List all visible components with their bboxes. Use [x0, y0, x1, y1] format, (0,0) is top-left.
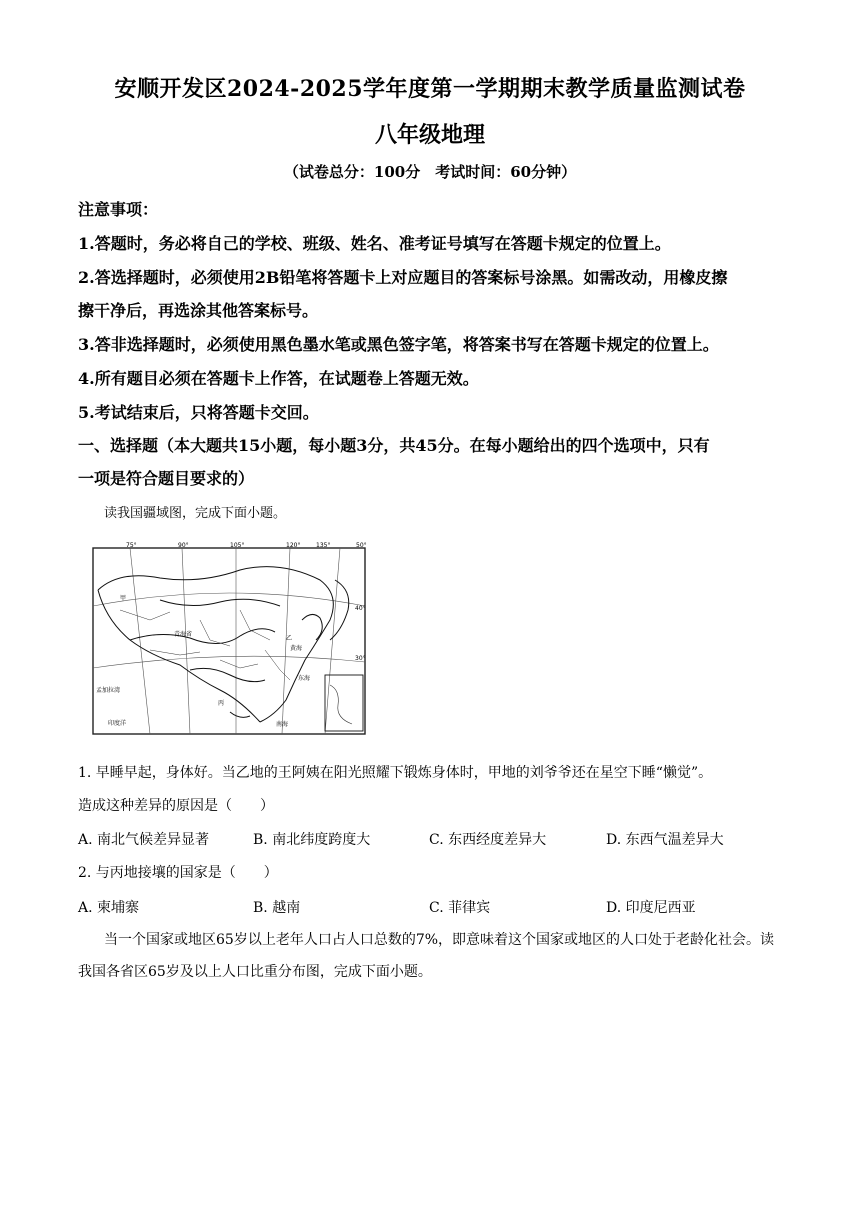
south-china-sea-inset [325, 675, 363, 731]
note-item: 2.答选择题时，必须使用2B铅笔将答题卡上对应题目的答案标号涂黑。如需改动，用橡皮擦 [78, 268, 728, 287]
question-2-stem: 2. 与丙地接壤的国家是（ ） [78, 865, 278, 881]
map-place-label: 南海 [276, 721, 289, 728]
exam-subject: 八年级地理 [374, 122, 485, 148]
map-place-label: 印度洋 [108, 720, 127, 727]
map-place-label: 东海 [298, 675, 311, 682]
exam-meta: （试卷总分：100分 考试时间：60分钟） [283, 163, 577, 181]
section-heading-cont: 一项是符合题目要求的） [78, 469, 255, 488]
question-1-option-b: B. 南北纬度跨度大 [253, 832, 371, 848]
question-1-stem-cont: 造成这种差异的原因是（ ） [78, 798, 274, 814]
question-group-intro-2: 当一个国家或地区65岁以上老年人口占人口总数的7%，即意味着这个国家或地区的人口处于老龄化社会。读我国各省区65岁及以上人口比重分布图，完成下面小题。 [78, 932, 775, 980]
note-item: 擦干净后，再选涂其他答案标号。 [78, 301, 319, 320]
map-lat-label: 40° [355, 605, 366, 612]
map-lon-label: 75° [126, 542, 137, 549]
note-item: 3.答非选择题时，必须使用黑色墨水笔或黑色签字笔，将答案书写在答题卡规定的位置上。 [78, 335, 719, 354]
exam-title: 安顺开发区2024-2025学年度第一学期期末教学质量监测试卷 [114, 76, 746, 102]
china-territory-map [90, 540, 368, 736]
question-2-option-c: C. 菲律宾 [429, 900, 491, 916]
question-2-option-a: A. 柬埔寨 [78, 900, 140, 916]
map-province-lines [120, 610, 293, 680]
map-lat-label: 30° [355, 655, 366, 662]
question-1-option-a: A. 南北气候差异显著 [78, 832, 210, 848]
note-item: 1.答题时，务必将自己的学校、班级、姓名、准考证号填写在答题卡规定的位置上。 [78, 234, 671, 253]
question-2-option-b: B. 越南 [253, 900, 301, 916]
question-1-option-c: C. 东西经度差异大 [429, 832, 547, 848]
map-place-label: 孟加拉湾 [96, 687, 121, 694]
map-place-label: 黄海 [290, 645, 303, 652]
notes-heading: 注意事项： [78, 200, 159, 219]
map-lon-label: 135° [316, 542, 331, 549]
map-place-label: 甲 [120, 595, 127, 602]
map-place-label: 乙 [286, 635, 293, 642]
question-1-stem: 1. 早睡早起，身体好。当乙地的王阿姨在阳光照耀下锻炼身体时，甲地的刘爷爷还在星空下睡“懒觉”。 [78, 765, 713, 781]
note-item: 5.考试结束后，只将答题卡交回。 [78, 403, 319, 422]
note-item: 4.所有题目必须在答题卡上作答，在试题卷上答题无效。 [78, 369, 479, 388]
question-1-option-d: D. 东西气温差异大 [606, 832, 724, 848]
map-place-label: 青海省 [174, 631, 193, 638]
map-lon-label: 90° [178, 542, 189, 549]
question-2-option-d: D. 印度尼西亚 [606, 900, 696, 916]
map-lon-label: 105° [230, 542, 245, 549]
map-lon-label: 120° [286, 542, 301, 549]
question-group-intro: 读我国疆域图，完成下面小题。 [104, 506, 287, 521]
map-lon-label: 50° [356, 542, 367, 549]
section-heading: 一、选择题（本大题共15小题，每小题3分，共45分。在每小题给出的四个选项中，只有 [78, 436, 710, 455]
map-place-label: 丙 [218, 700, 225, 707]
map-borders [98, 567, 349, 722]
